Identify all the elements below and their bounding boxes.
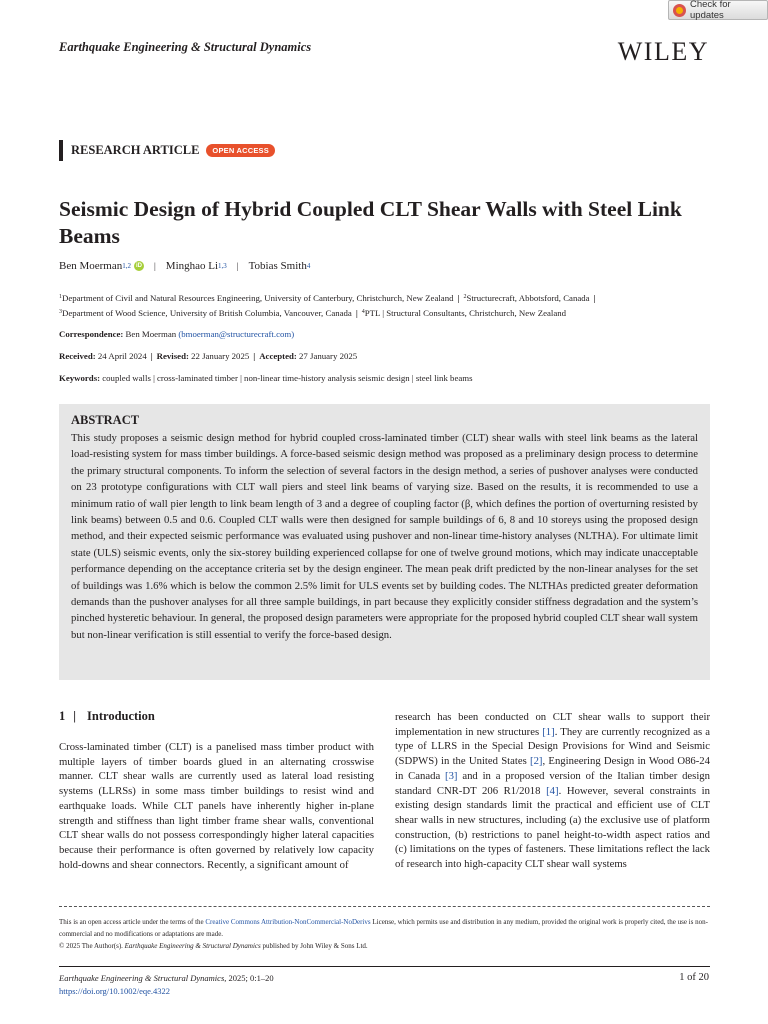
article-title: Seismic Design of Hybrid Coupled CLT Shear Walls with Steel Link Beams bbox=[59, 197, 682, 248]
correspondence-email-link[interactable]: (bmoerman@structurecraft.com) bbox=[178, 329, 295, 339]
author-affiliation-ref[interactable]: 1,2 bbox=[122, 262, 131, 270]
doi-link[interactable]: https://doi.org/10.1002/eqe.4322 bbox=[59, 986, 171, 996]
abstract-box bbox=[59, 404, 710, 680]
received-date: 24 April 2024 bbox=[97, 351, 147, 361]
footer-journal: Earthquake Engineering & Structural Dynamics bbox=[59, 973, 225, 983]
footer-volume: , 2025; 0:1–20 bbox=[224, 973, 274, 983]
affiliation-line bbox=[59, 290, 719, 305]
body-text: . However, several constraints in existing design standards limit the practical and efficient use of CLT shear walls in new structures, including (a) the exclusive use of platform construction, (b) restrictions to panel height-to-width aspect ratios and (c) limitations on the types of fasteners. These limitations reflect the lack of research into high-capacity CLT shear wall systems bbox=[395, 784, 710, 871]
article-type bbox=[59, 140, 275, 161]
footer-rule bbox=[59, 966, 710, 967]
author-name[interactable]: Ben Moerman bbox=[59, 260, 123, 272]
affiliation-text: Department of Wood Science, University of British Columbia, Vancouver, Canada bbox=[62, 308, 352, 318]
correspondence-name: Ben Moerman bbox=[125, 329, 177, 339]
abstract-heading: ABSTRACT bbox=[71, 413, 140, 427]
citation-link[interactable]: [4] bbox=[546, 784, 559, 797]
abstract-text: This study proposes a seismic design method for hybrid coupled cross-laminated timber (CLT) shear walls with steel link beams as the lateral load-resisting system for mass timber buildings. A force-based seismic design method was proposed as a preliminary design process to determine the primary structural components. To inform the selection of several factors in the design method, a series of pushover analyses were conducted on 23 prototype configurations with CLT wall piers and steel link beams of varying size. Based on the results, it is recommended to use a minimum ratio of wall pier length to link beam length of 3 and a degree of coupling factor (β, which defines the portion of overturning resisted by link beams) between 0.5 and 0.6. Coupled CLT walls were then designed for sample buildings of 6, 8 and 10 storeys using the proposed design method, and their expected seismic performance was evaluated using pushover and non-linear time-history analyses (NLTHA). For ultimate limit state (ULS) seismic events, only the six-storey building experienced collapse for one of twelve ground motions, which may indicate unacceptable performance depending on the acceptance criteria set by the design engineer. The mean peak drift predicted by the non-linear analyses for the set of buildings was 1.6% which is below the common 2.5% limit for ULS events set by building codes. The NLTHAs predicted greater deformation demands than the pushover analyses for all three sample buildings, in part because they explicitly consider stiffness degradation and the system’s pinched hysteretic behaviour. In general, the proposed design parameters were appropriate for the proposed hybrid coupled CLT shear wall system but non-linear verification is still essential to verify the force-based design. bbox=[71, 432, 698, 641]
body-text: . They are currently recognized as a type of LLRS in the Special Design Provisions for Wind and Seismic (SDPWS) in the United States bbox=[395, 725, 710, 768]
affiliation-text: PTL | Structural Consultants, Christchurch, New Zealand bbox=[364, 308, 567, 318]
body-column-right bbox=[395, 710, 710, 872]
journal-name: Earthquake Engineering & Structural Dynamics bbox=[59, 40, 312, 54]
author-name[interactable]: Tobias Smith bbox=[248, 260, 307, 272]
author-list bbox=[59, 260, 310, 272]
date-separator: | bbox=[150, 351, 153, 361]
check-for-updates-button[interactable] bbox=[668, 0, 768, 20]
footnote-divider bbox=[59, 906, 710, 907]
citation-link[interactable]: [3] bbox=[445, 769, 458, 782]
affiliation-separator: | bbox=[355, 308, 358, 318]
author-separator: | bbox=[236, 261, 239, 271]
affiliation-text: Structurecraft, Abbotsford, Canada bbox=[466, 293, 590, 303]
accepted-date: 27 January 2025 bbox=[299, 351, 358, 361]
body-text: research has been conducted on CLT shear walls to support their implementation in new structures bbox=[395, 711, 710, 738]
correspondence-label: Correspondence: bbox=[59, 329, 124, 339]
copyright-pre: © 2025 The Author(s). bbox=[59, 942, 125, 950]
keywords-label: Keywords: bbox=[59, 373, 101, 383]
revised-date: 22 January 2025 bbox=[191, 351, 250, 361]
affiliation-separator: | bbox=[457, 293, 460, 303]
footer-citation bbox=[59, 972, 274, 998]
publisher-logo: WILEY bbox=[617, 37, 709, 66]
section-title: Introduction bbox=[87, 709, 155, 723]
author-affiliation-ref[interactable]: 4 bbox=[306, 262, 311, 270]
author-affiliation-ref[interactable]: 1,3 bbox=[218, 262, 227, 270]
affiliation-number: 3 bbox=[59, 309, 62, 315]
keywords bbox=[59, 373, 473, 383]
orcid-icon[interactable]: iD bbox=[135, 263, 142, 269]
affiliation-number: 2 bbox=[463, 294, 467, 300]
keywords-text: coupled walls | cross-laminated timber | non-linear time-history analysis seismic design | steel link beams bbox=[102, 373, 473, 383]
article-type-label: RESEARCH ARTICLE bbox=[71, 143, 200, 157]
section-heading bbox=[59, 709, 155, 724]
body-text: , Engineering Design in Wood O86-24 in Canada bbox=[395, 755, 710, 782]
accepted-label: Accepted: bbox=[259, 351, 297, 361]
affiliation-line bbox=[59, 305, 719, 320]
article-dates bbox=[59, 351, 357, 361]
crossmark-icon bbox=[673, 4, 686, 17]
section-number: 1 bbox=[59, 709, 66, 723]
copyright-journal: Earthquake Engineering & Structural Dynamics bbox=[124, 942, 261, 950]
revised-label: Revised: bbox=[156, 351, 189, 361]
section-separator: | bbox=[73, 709, 77, 723]
footer-journal-line bbox=[59, 972, 274, 985]
affiliation-text: Department of Civil and Natural Resources Engineering, University of Canterbury, Christchurch, New Zealand bbox=[62, 293, 454, 303]
license-note bbox=[59, 916, 710, 952]
license-post: License, which permits use and distribution in any medium, provided the original work is properly cited, the use is non-commercial and no modifications or adaptations are made. bbox=[59, 918, 708, 938]
copyright-post: published by John Wiley & Sons Ltd. bbox=[260, 942, 368, 950]
affiliations bbox=[59, 290, 719, 320]
date-separator: | bbox=[253, 351, 256, 361]
citation-link[interactable]: [2] bbox=[530, 755, 543, 768]
received-label: Received: bbox=[59, 351, 96, 361]
check-for-updates-label: Check for updates bbox=[690, 0, 731, 21]
license-link[interactable]: Creative Commons Attribution-NonCommercial-NoDerivs bbox=[205, 918, 371, 926]
author-name[interactable]: Minghao Li bbox=[165, 260, 219, 272]
citation-link[interactable]: [1] bbox=[542, 725, 555, 738]
body-column-left: Cross-laminated timber (CLT) is a panelised mass timber product with multiple layers of timber boards glued in an alternating crosswise manner. CLT shear walls are currently used as lateral load resisting systems (LLRSs) in some mass timber buildings to resist wind and earthquake loads. While CLT panels have inherently higher in-plane strength and stiffness than light timber frame shear walls, conventional CLT shear walls do not possess correspondingly higher lateral capacities because their performance is often governed by relatively low capacity hold-downs and shear connectors. Recently, a significant amount of bbox=[59, 741, 374, 871]
affiliation-number: 4 bbox=[361, 309, 365, 315]
correspondence bbox=[59, 329, 294, 339]
license-text bbox=[59, 916, 710, 940]
license-pre: This is an open access article under the terms of the bbox=[59, 918, 206, 926]
affiliation-separator: | bbox=[593, 293, 596, 303]
author-separator: | bbox=[153, 261, 156, 271]
copyright-line bbox=[59, 940, 710, 952]
open-access-badge: OPEN ACCESS bbox=[206, 144, 275, 157]
affiliation-number: 1 bbox=[59, 294, 62, 300]
page-number: 1 of 20 bbox=[679, 972, 709, 983]
body-text: and in a proposed version of the Italian timber design standard CNR-DT 206 R1/2018 bbox=[395, 769, 710, 797]
